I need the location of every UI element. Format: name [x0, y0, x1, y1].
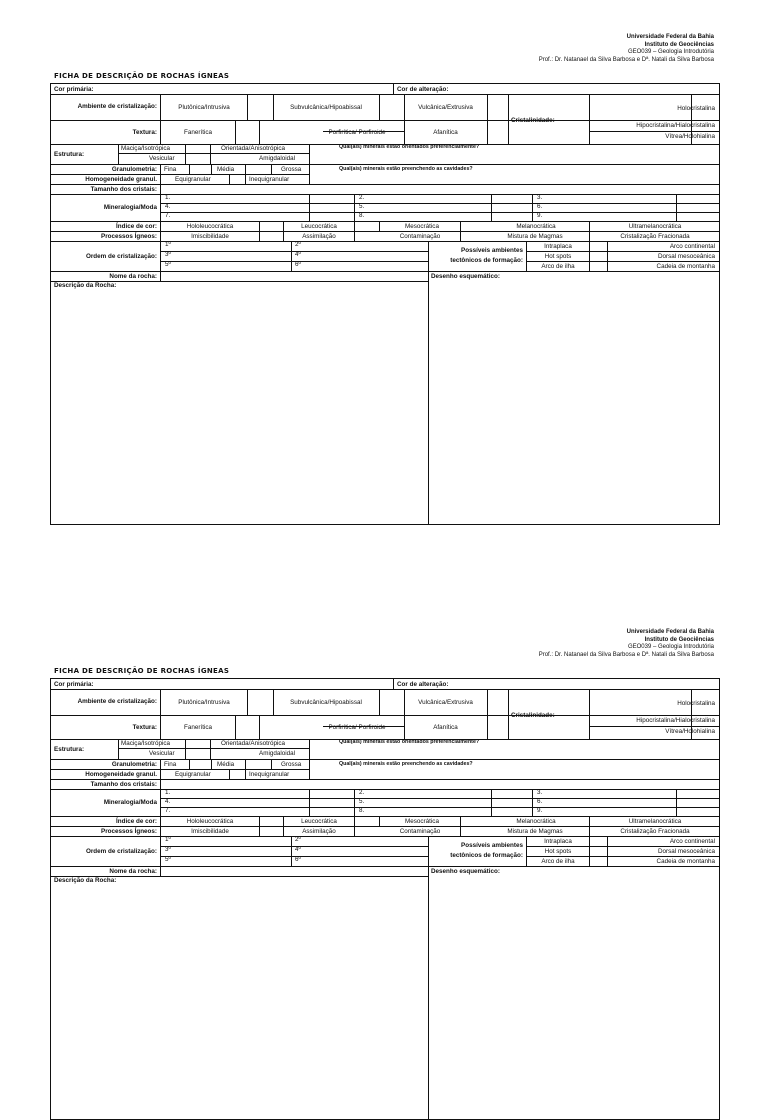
- label-homogeneidade: Homogeneidade granul.: [85, 175, 157, 183]
- label-mineralogia: Mineralogia/Moda: [103, 204, 157, 211]
- mineral-8[interactable]: 8.: [359, 212, 365, 219]
- sheet-2: [0, 595, 768, 1107]
- mineral-5[interactable]: 5.: [359, 798, 365, 805]
- row-homogeneidade: [51, 769, 719, 779]
- label-desenho: Desenho esquemático:: [431, 867, 500, 875]
- opt-macica[interactable]: Maciça/Isotrópica: [121, 145, 170, 152]
- row-granulometria: [51, 759, 719, 769]
- mineral-4[interactable]: 4.: [165, 798, 171, 805]
- opt-hololeucocratica[interactable]: Hololeucocrática: [186, 817, 234, 825]
- label-ordem: Ordem de cristalização:: [85, 847, 157, 855]
- opt-contaminacao[interactable]: Contaminação: [399, 827, 441, 835]
- label-homogeneidade: Homogeneidade granul.: [85, 770, 157, 778]
- tect-dorsal[interactable]: Dorsal mesoceânica: [657, 847, 715, 855]
- label-cor-alteracao: Cor de alteração:: [397, 680, 449, 688]
- row-ordem: [51, 241, 719, 271]
- professors: Prof.: Dr. Natanael da Silva Barbosa e Dª. Natali da Silva Barbosa: [538, 651, 714, 658]
- opt-imiscibilidade[interactable]: Imiscibilidade: [191, 232, 229, 240]
- opt-amigdaloidal[interactable]: Amigdaloidal: [259, 155, 296, 162]
- opt-fina[interactable]: Fina: [164, 165, 177, 173]
- opt-mistura-magmas[interactable]: Mistura de Magmas: [507, 232, 563, 240]
- institution-header: [539, 629, 714, 659]
- ordem-2[interactable]: 2º: [295, 241, 301, 248]
- mineral-9[interactable]: 9.: [537, 212, 543, 219]
- label-indice-cor: Índice de cor:: [116, 817, 157, 825]
- ordem-3[interactable]: 3º: [165, 251, 171, 258]
- label-granulometria: Granulometria:: [111, 760, 157, 768]
- rock-description-form: [50, 678, 720, 1120]
- opt-fina[interactable]: Fina: [164, 760, 177, 768]
- tect-intraplaca[interactable]: Intraplaca: [544, 837, 572, 845]
- mineral-1[interactable]: 1.: [165, 789, 171, 796]
- tect-arco-continental[interactable]: Arco continental: [669, 837, 715, 845]
- row-textura: [51, 120, 719, 145]
- tect-arco-ilha[interactable]: Arco de ilha: [541, 857, 575, 865]
- row-ordem: [51, 836, 719, 866]
- opt-cristalizacao-fracionada[interactable]: Cristalização Fracionada: [620, 232, 690, 240]
- professors: Prof.: Dr. Natanael da Silva Barbosa e Dª. Natali da Silva Barbosa: [538, 56, 714, 63]
- label-tamanho: Tamanho dos cristais:: [90, 185, 157, 193]
- label-cor-primaria: Cor primária:: [54, 680, 94, 688]
- tect-intraplaca[interactable]: Intraplaca: [544, 242, 572, 250]
- label-cristalinidade: Cristalinidade:: [511, 711, 555, 719]
- opt-leucocratica[interactable]: Leucocrática: [301, 222, 337, 230]
- opt-macica[interactable]: Maciça/Isotrópica: [121, 740, 170, 747]
- ordem-6[interactable]: 6º: [295, 856, 301, 863]
- opt-equigranular[interactable]: Equigranular: [175, 175, 211, 183]
- tect-arco-continental[interactable]: Arco continental: [669, 242, 715, 250]
- label-ambientes-tectonicos: Possíveis ambientes tectônicos de formação:: [450, 247, 523, 264]
- row-estrutura: [51, 739, 719, 760]
- tect-arco-ilha[interactable]: Arco de ilha: [541, 262, 575, 270]
- mineral-3[interactable]: 3.: [537, 789, 543, 796]
- opt-porfiritica[interactable]: Porfirítica/ Porfiroide: [328, 723, 386, 731]
- label-ambiente: Ambiente de cristalização:: [77, 103, 157, 110]
- opt-ultramelanocratica[interactable]: Ultramelanocrática: [628, 222, 682, 230]
- opt-orientada[interactable]: Orientada/Anisotrópica: [221, 740, 286, 747]
- question-orientados: Qual(ais) minerais estão orientados preferencialmente?: [339, 739, 480, 745]
- opt-plutonica[interactable]: Plutônica/Intrusiva: [178, 103, 230, 111]
- opt-grossa[interactable]: Grossa: [281, 165, 302, 173]
- row-granulometria: [51, 164, 719, 174]
- label-estrutura: Estrutura:: [54, 150, 85, 158]
- mineral-1[interactable]: 1.: [165, 194, 171, 201]
- row-nome: [51, 866, 719, 876]
- opt-subvulcanica[interactable]: Subvulcânica/Hipoabissal: [290, 103, 362, 111]
- institute-name: Instituto de Geociências: [644, 41, 714, 48]
- opt-holocristalina[interactable]: Holocristalina: [677, 700, 715, 707]
- opt-subvulcanica[interactable]: Subvulcânica/Hipoabissal: [290, 698, 362, 706]
- opt-inequigranular[interactable]: Inequigranular: [249, 770, 290, 778]
- opt-plutonica[interactable]: Plutônica/Intrusiva: [178, 698, 230, 706]
- question-cavidades: Qual(ais) minerais estão preenchendo as cavidades?: [339, 166, 473, 172]
- label-processos: Processos Ígneos:: [101, 232, 157, 240]
- label-cristalinidade: Cristalinidade:: [511, 116, 555, 124]
- opt-melanocratica[interactable]: Melanocrática: [516, 222, 556, 230]
- opt-vesicular[interactable]: Vesicular: [149, 750, 175, 757]
- opt-hipocristalina[interactable]: Hipocristalina/Hialocristalina: [636, 122, 715, 129]
- label-mineralogia: Mineralogia/Moda: [103, 799, 157, 806]
- label-ordem: Ordem de cristalização:: [85, 252, 157, 260]
- opt-cristalizacao-fracionada[interactable]: Cristalização Fracionada: [620, 827, 690, 835]
- ordem-5[interactable]: 5º: [165, 261, 171, 268]
- course-name: GEO039 – Geologia Introdutória: [627, 49, 714, 56]
- form-title: FICHA DE DESCRIÇÃO DE ROCHAS ÍGNEAS: [54, 667, 230, 675]
- row-mineralogia: [51, 194, 719, 222]
- opt-holocristalina[interactable]: Holocristalina: [677, 105, 715, 112]
- label-granulometria: Granulometria:: [111, 165, 157, 173]
- mineral-3[interactable]: 3.: [537, 194, 543, 201]
- opt-mistura-magmas[interactable]: Mistura de Magmas: [507, 827, 563, 835]
- label-textura: Textura:: [132, 128, 157, 136]
- mineral-9[interactable]: 9.: [537, 807, 543, 814]
- row-nome: [51, 271, 719, 281]
- opt-equigranular[interactable]: Equigranular: [175, 770, 211, 778]
- label-textura: Textura:: [132, 723, 157, 731]
- row-ambiente: [51, 689, 719, 716]
- mineral-2[interactable]: 2.: [359, 789, 365, 796]
- opt-hololeucocratica[interactable]: Hololeucocrática: [186, 222, 234, 230]
- opt-ultramelanocratica[interactable]: Ultramelanocrática: [628, 817, 682, 825]
- opt-grossa[interactable]: Grossa: [281, 760, 302, 768]
- opt-leucocratica[interactable]: Leucocrática: [301, 817, 337, 825]
- opt-assimilacao[interactable]: Assimilação: [302, 232, 336, 240]
- opt-contaminacao[interactable]: Contaminação: [399, 232, 441, 240]
- ordem-6[interactable]: 6º: [295, 261, 301, 268]
- label-descricao: Descrição da Rocha:: [54, 877, 117, 884]
- opt-vulcanica[interactable]: Vulcânica/Extrusiva: [418, 103, 473, 111]
- row-homogeneidade: [51, 174, 719, 184]
- question-orientados: Qual(ais) minerais estão orientados preferencialmente?: [339, 144, 480, 150]
- ordem-4[interactable]: 4º: [295, 251, 301, 258]
- opt-amigdaloidal[interactable]: Amigdaloidal: [259, 750, 296, 757]
- mineral-2[interactable]: 2.: [359, 194, 365, 201]
- opt-assimilacao[interactable]: Assimilação: [302, 827, 336, 835]
- opt-melanocratica[interactable]: Melanocrática: [516, 817, 556, 825]
- tect-dorsal[interactable]: Dorsal mesoceânica: [657, 252, 715, 260]
- university-name: Universidade Federal da Bahia: [626, 34, 714, 40]
- label-cor-alteracao: Cor de alteração:: [397, 85, 449, 93]
- question-cavidades: Qual(ais) minerais estão preenchendo as cavidades?: [339, 761, 473, 767]
- ordem-4[interactable]: 4º: [295, 846, 301, 853]
- mineral-6[interactable]: 6.: [537, 203, 543, 210]
- label-processos: Processos Ígneos:: [101, 827, 157, 835]
- mineral-6[interactable]: 6.: [537, 798, 543, 805]
- tect-cadeia-montanha[interactable]: Cadeia de montanha: [656, 857, 715, 865]
- opt-inequigranular[interactable]: Inequigranular: [249, 175, 290, 183]
- tect-hot-spots[interactable]: Hot spots: [544, 252, 572, 260]
- label-nome-rocha: Nome da rocha:: [109, 272, 157, 280]
- row-textura: [51, 715, 719, 740]
- ordem-5[interactable]: 5º: [165, 856, 171, 863]
- label-ambiente: Ambiente de cristalização:: [77, 698, 157, 705]
- label-desenho: Desenho esquemático:: [431, 272, 500, 280]
- opt-vitrea[interactable]: Vítrea/Holohialina: [665, 133, 715, 140]
- opt-afanitica[interactable]: Afanítica: [433, 128, 458, 136]
- opt-hipocristalina[interactable]: Hipocristalina/Hialocristalina: [636, 717, 715, 724]
- institute-name: Instituto de Geociências: [644, 636, 714, 643]
- label-indice-cor: Índice de cor:: [116, 222, 157, 230]
- course-name: GEO039 – Geologia Introdutória: [627, 644, 714, 651]
- university-name: Universidade Federal da Bahia: [626, 629, 714, 635]
- mineral-4[interactable]: 4.: [165, 203, 171, 210]
- ordem-1[interactable]: 1º: [165, 241, 171, 248]
- row-ambiente: [51, 94, 719, 121]
- mineral-7[interactable]: 7.: [165, 807, 171, 814]
- opt-porfiritica[interactable]: Porfirítica/ Porfiroide: [328, 128, 386, 136]
- ordem-1[interactable]: 1º: [165, 836, 171, 843]
- opt-orientada[interactable]: Orientada/Anisotrópica: [221, 145, 286, 152]
- opt-mesocratica[interactable]: Mesocrática: [405, 817, 439, 825]
- opt-mesocratica[interactable]: Mesocrática: [405, 222, 439, 230]
- label-estrutura: Estrutura:: [54, 745, 85, 753]
- mineral-8[interactable]: 8.: [359, 807, 365, 814]
- row-mineralogia: [51, 789, 719, 817]
- tect-hot-spots[interactable]: Hot spots: [544, 847, 572, 855]
- ordem-2[interactable]: 2º: [295, 836, 301, 843]
- ordem-3[interactable]: 3º: [165, 846, 171, 853]
- tect-cadeia-montanha[interactable]: Cadeia de montanha: [656, 262, 715, 270]
- institution-header: [539, 34, 714, 64]
- opt-media[interactable]: Média: [217, 165, 235, 173]
- rock-description-form: [50, 83, 720, 525]
- mineral-5[interactable]: 5.: [359, 203, 365, 210]
- opt-vesicular[interactable]: Vesicular: [149, 155, 175, 162]
- opt-vitrea[interactable]: Vítrea/Holohialina: [665, 728, 715, 735]
- opt-vulcanica[interactable]: Vulcânica/Extrusiva: [418, 698, 473, 706]
- opt-media[interactable]: Média: [217, 760, 235, 768]
- label-cor-primaria: Cor primária:: [54, 85, 94, 93]
- label-nome-rocha: Nome da rocha:: [109, 867, 157, 875]
- row-estrutura: [51, 144, 719, 165]
- label-ambientes-tectonicos: Possíveis ambientes tectônicos de formação:: [450, 842, 523, 859]
- opt-afanitica[interactable]: Afanítica: [433, 723, 458, 731]
- opt-imiscibilidade[interactable]: Imiscibilidade: [191, 827, 229, 835]
- label-tamanho: Tamanho dos cristais:: [90, 780, 157, 788]
- sheet-1: [0, 0, 768, 512]
- form-title: FICHA DE DESCRIÇÃO DE ROCHAS ÍGNEAS: [54, 72, 230, 80]
- label-descricao: Descrição da Rocha:: [54, 282, 117, 289]
- opt-faneritica[interactable]: Fanerítica: [184, 723, 212, 731]
- mineral-7[interactable]: 7.: [165, 212, 171, 219]
- opt-faneritica[interactable]: Fanerítica: [184, 128, 212, 136]
